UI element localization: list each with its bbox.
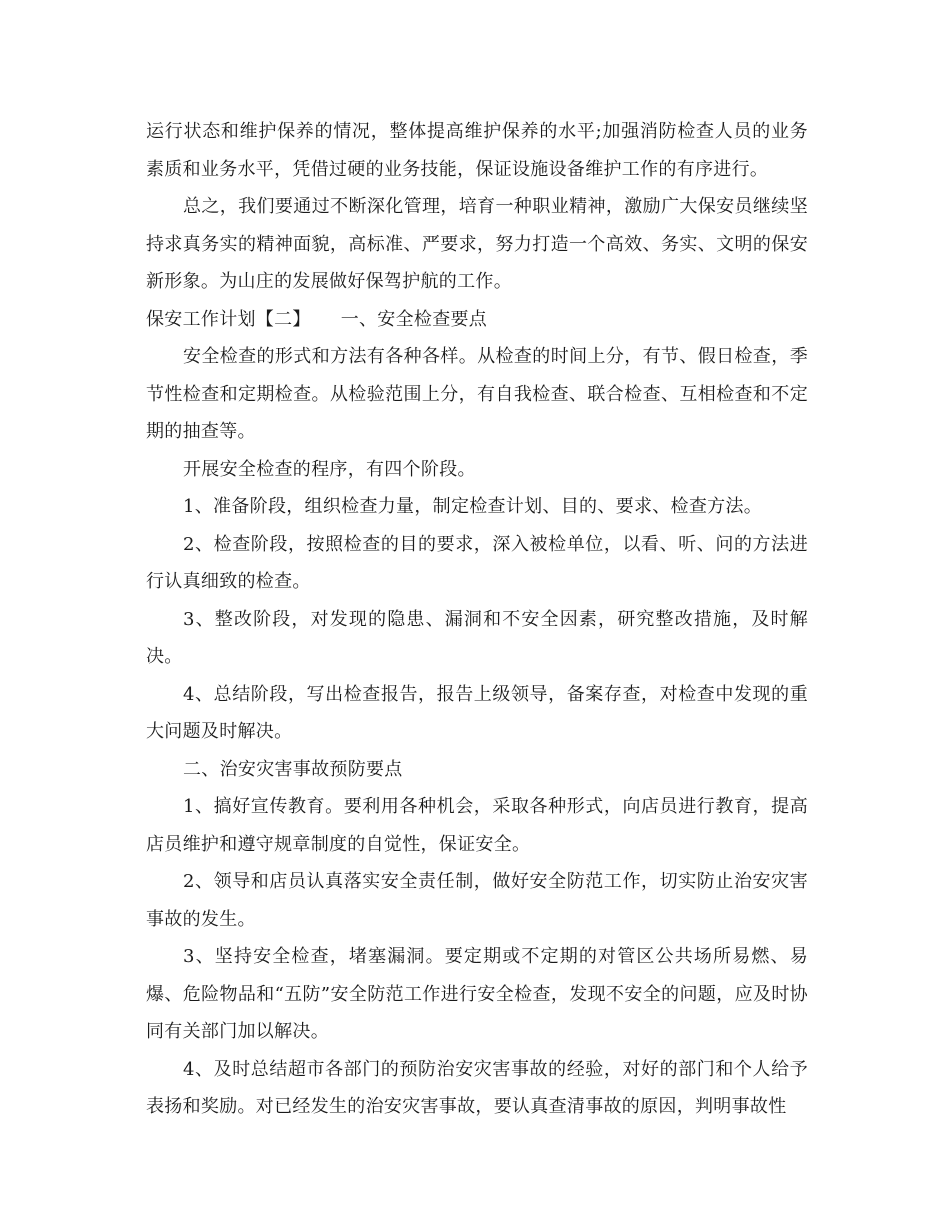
list-item: 4、总结阶段，写出检查报告，报告上级领导，备案存查，对检查中发现的重大问题及时解决。 — [146, 683, 808, 742]
paragraph: 开展安全检查的程序，有四个阶段。 — [183, 458, 476, 480]
section-heading — [146, 301, 808, 339]
document-body — [146, 113, 808, 1126]
section-subtitle: 一、安全检查要点 — [340, 308, 488, 330]
list-item: 4、及时总结超市各部门的预防治安灾害事故的经验，对好的部门和个人给予表扬和奖励。对已经发生的治安灾害事故，要认真查清事故的原因，判明事故性 — [146, 1058, 808, 1117]
paragraph: 运行状态和维护保养的情况，整体提高维护保养的水平;加强消防检查人员的业务素质和业务水平，凭借过硬的业务技能，保证设施设备维护工作的有序进行。 — [146, 121, 808, 180]
paragraph: 总之，我们要通过不断深化管理，培育一种职业精神，激励广大保安员继续坚持求真务实的精神面貌，高标准、严要求，努力打造一个高效、务实、文明的保安新形象。为山庄的发展做好保驾护航的工作。 — [146, 196, 808, 292]
plan-title: 保安工作计划【二】 — [146, 308, 311, 330]
section-heading: 二、治安灾害事故预防要点 — [183, 758, 403, 780]
list-item: 2、检查阶段，按照检查的目的要求，深入被检单位，以看、听、问的方法进行认真细致的检查。 — [146, 533, 808, 592]
list-item: 3、坚持安全检查，堵塞漏洞。要定期或不定期的对管区公共场所易燃、易爆、危险物品和“五防”安全防范工作进行安全检查，发现不安全的问题，应及时协同有关部门加以解决。 — [146, 946, 808, 1042]
list-item: 1、准备阶段，组织检查力量，制定检查计划、目的、要求、检查方法。 — [183, 496, 763, 517]
list-item: 3、整改阶段，对发现的隐患、漏洞和不安全因素，研究整改措施，及时解决。 — [146, 608, 808, 667]
list-item: 2、领导和店员认真落实安全责任制，做好安全防范工作，切实防止治安灾害事故的发生。 — [146, 871, 808, 930]
list-item: 1、搞好宣传教育。要利用各种机会，采取各种形式，向店员进行教育，提高店员维护和遵守规章制度的自觉性，保证安全。 — [146, 796, 808, 855]
paragraph: 安全检查的形式和方法有各种各样。从检查的时间上分，有节、假日检查，季节性检查和定期检查。从检验范围上分，有自我检查、联合检查、互相检查和不定期的抽查等。 — [146, 346, 808, 442]
